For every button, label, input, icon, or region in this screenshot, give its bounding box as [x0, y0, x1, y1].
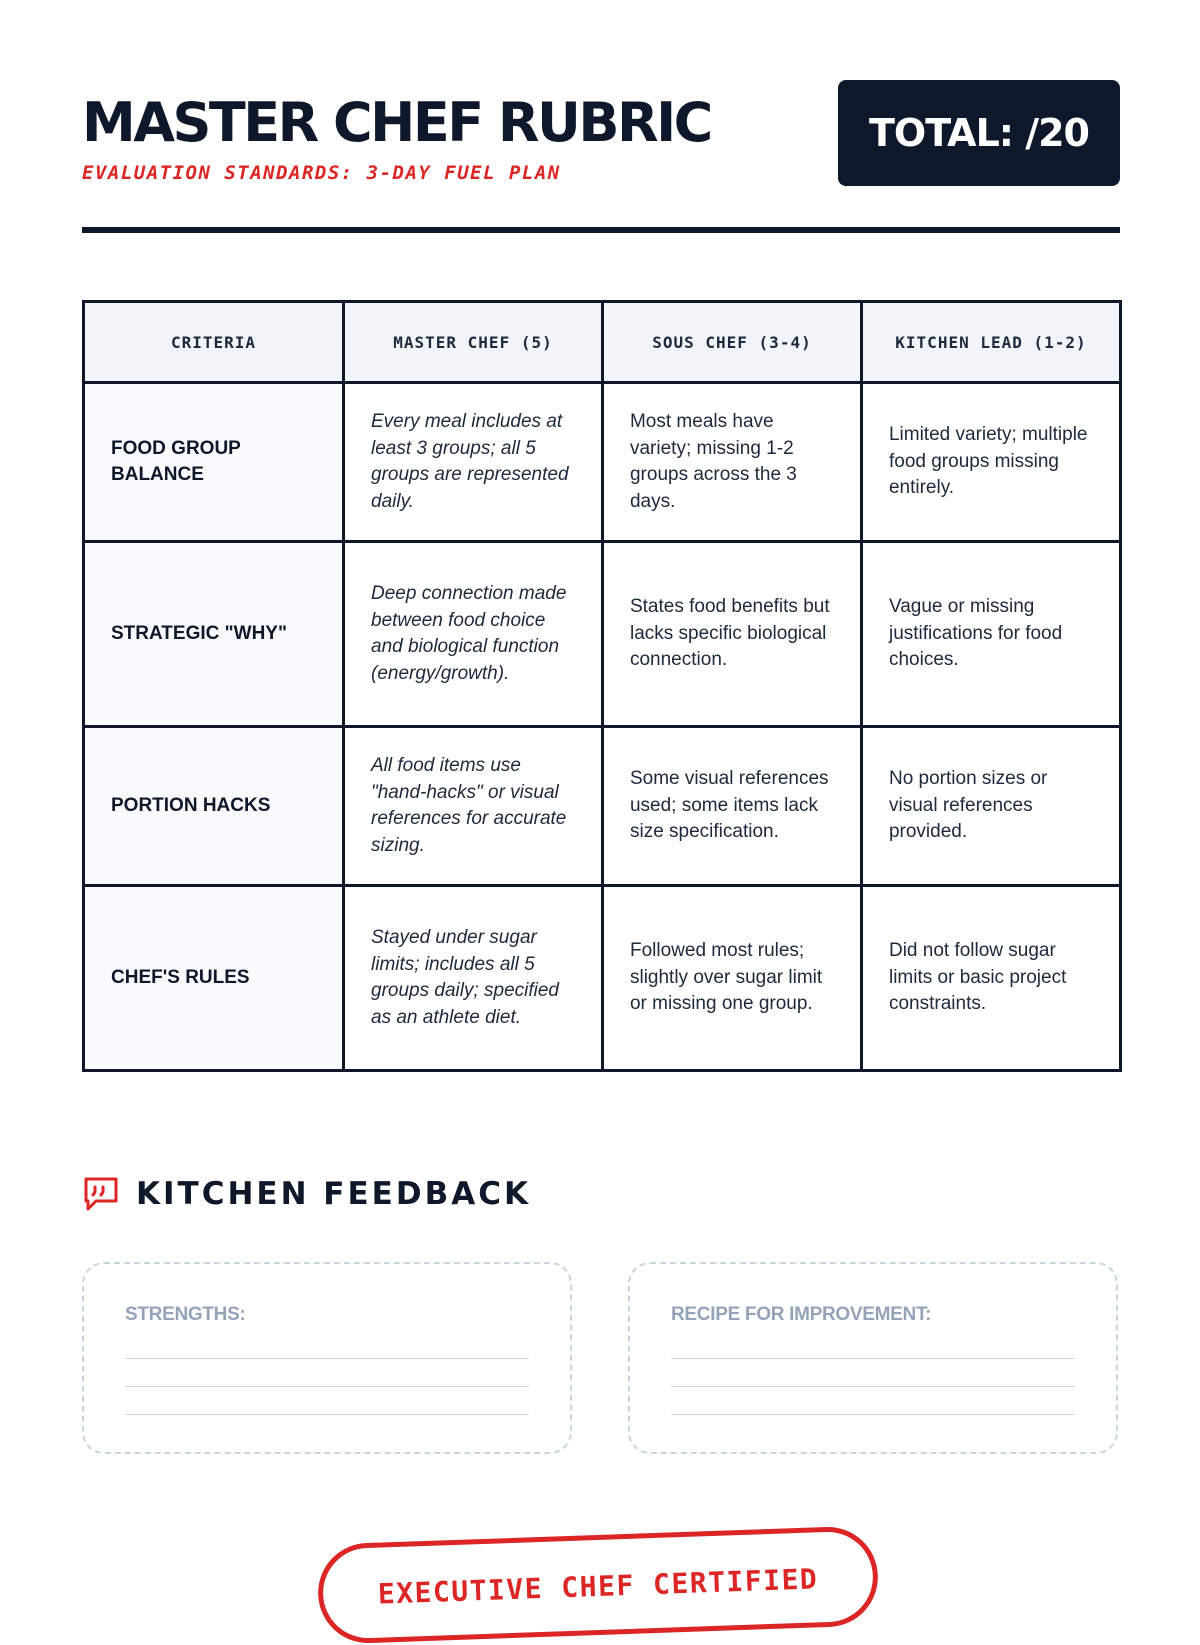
improvement-box[interactable]: [628, 1262, 1118, 1454]
kitchen-lead-cell: Limited variety; multiple food groups missing entirely.: [861, 383, 1120, 542]
master-chef-cell: Every meal includes at least 3 groups; all 5 groups are represented daily.: [344, 383, 603, 542]
writing-line: [125, 1386, 529, 1387]
writing-line: [671, 1358, 1075, 1359]
rubric-table: [82, 300, 1122, 1072]
kitchen-lead-cell: Did not follow sugar limits or basic project constraints.: [861, 886, 1120, 1071]
writing-line: [671, 1386, 1075, 1387]
writing-line: [125, 1358, 529, 1359]
criterion-cell: STRATEGIC "WHY": [84, 542, 344, 727]
strengths-box[interactable]: [82, 1262, 572, 1454]
sous-chef-cell: Some visual references used; some items lack size specification.: [602, 727, 861, 886]
improvement-label: RECIPE FOR IMPROVEMENT:: [671, 1304, 932, 1325]
sous-chef-cell: Followed most rules; slightly over sugar limit or missing one group.: [602, 886, 861, 1071]
column-header-sous-chef: SOUS CHEF (3-4): [602, 302, 861, 383]
sous-chef-cell: Most meals have variety; missing 1-2 groups across the 3 days.: [602, 383, 861, 542]
stamp-text: EXECUTIVE CHEF CERTIFIED: [377, 1562, 819, 1611]
table-row: [84, 727, 1121, 886]
column-header-criteria: CRITERIA: [84, 302, 344, 383]
kitchen-lead-cell: No portion sizes or visual references provided.: [861, 727, 1120, 886]
sous-chef-cell: States food benefits but lacks specific biological connection.: [602, 542, 861, 727]
column-header-master-chef: MASTER CHEF (5): [344, 302, 603, 383]
kitchen-lead-cell: Vague or missing justifications for food choices.: [861, 542, 1120, 727]
page-title: MASTER CHEF RUBRIC: [82, 91, 711, 154]
certified-stamp: [316, 1525, 879, 1644]
master-chef-cell: All food items use "hand-hacks" or visual references for accurate sizing.: [344, 727, 603, 886]
table-row: [84, 383, 1121, 542]
writing-line: [671, 1414, 1075, 1415]
table-row: [84, 886, 1121, 1071]
speech-bubble-quote-icon: [82, 1175, 120, 1213]
header-divider: [82, 227, 1120, 233]
criterion-cell: CHEF'S RULES: [84, 886, 344, 1071]
table-header-row: [84, 302, 1121, 383]
table-row: [84, 542, 1121, 727]
rubric-page: [82, 0, 1120, 1611]
writing-line: [125, 1414, 529, 1415]
strengths-label: STRENGTHS:: [125, 1304, 246, 1325]
page-subtitle: EVALUATION STANDARDS: 3-DAY FUEL PLAN: [82, 162, 561, 184]
criterion-cell: PORTION HACKS: [84, 727, 344, 886]
master-chef-cell: Deep connection made between food choice and biological function (energy/growth).: [344, 542, 603, 727]
column-header-kitchen-lead: KITCHEN LEAD (1-2): [861, 302, 1120, 383]
criterion-cell: FOOD GROUP BALANCE: [84, 383, 344, 542]
feedback-heading: [82, 1172, 531, 1216]
master-chef-cell: Stayed under sugar limits; includes all 5 groups daily; specified as an athlete diet.: [344, 886, 603, 1071]
total-score-badge: TOTAL: /20: [838, 80, 1120, 186]
feedback-title: KITCHEN FEEDBACK: [136, 1176, 531, 1212]
